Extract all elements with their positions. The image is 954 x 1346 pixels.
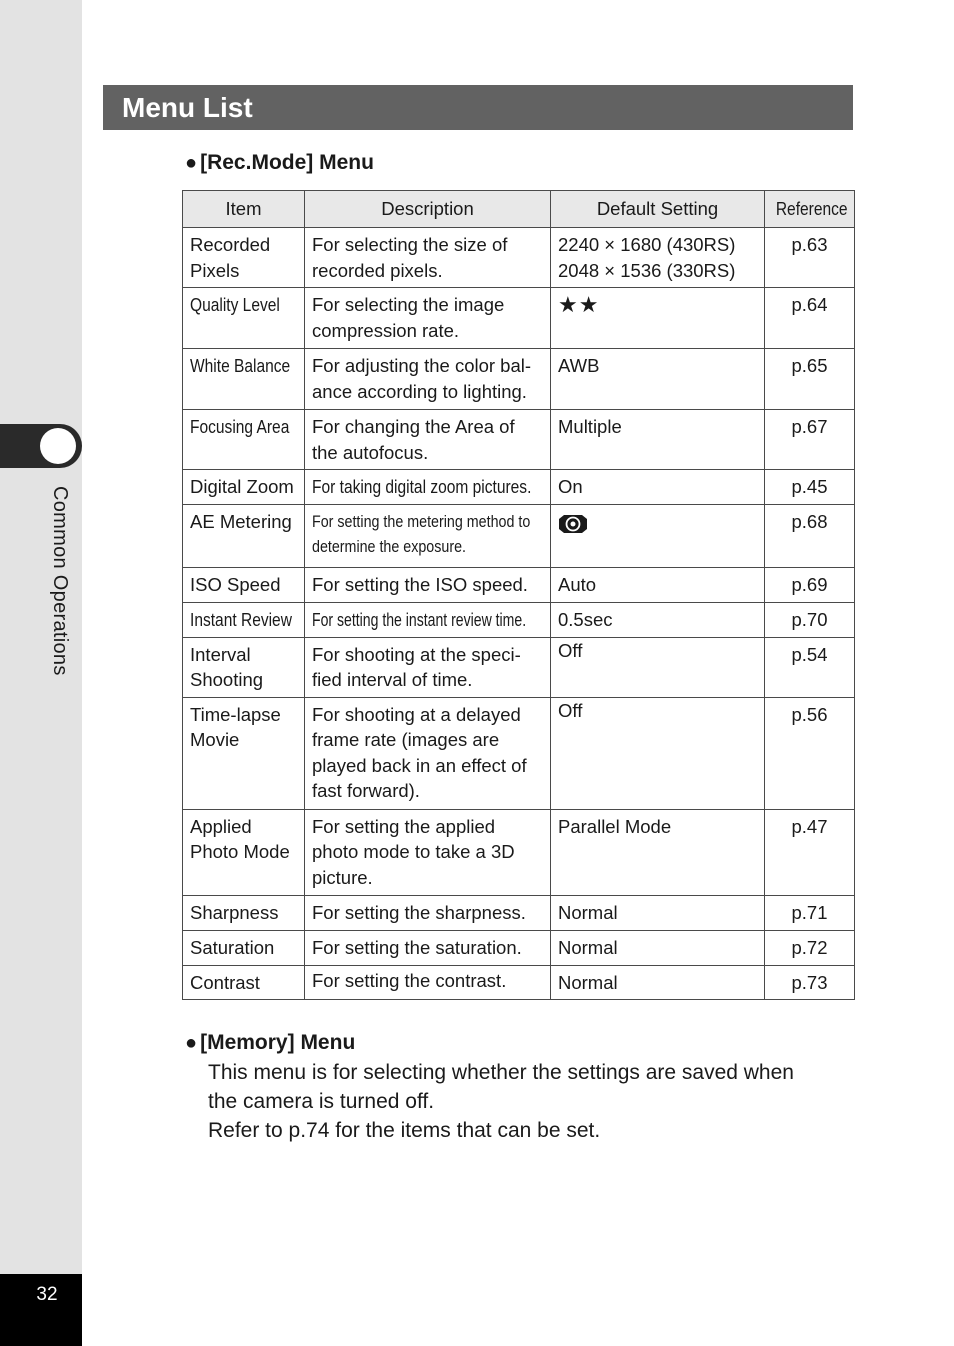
column-header-item: Item [183, 191, 305, 228]
description-cell: For setting the contrast. [305, 965, 551, 1000]
column-header-reference: Reference [765, 191, 855, 228]
reference-cell: p.69 [765, 567, 855, 602]
description-cell: For setting the sharpness. [305, 895, 551, 930]
rec-menu-heading: ● [Rec.Mode] Menu [185, 151, 374, 174]
table-row [183, 228, 855, 288]
table-row [183, 470, 855, 505]
default-cell [551, 504, 765, 567]
bullet-icon: ● [185, 152, 198, 174]
memory-text-line: Refer to p.74 for the items that can be set. [208, 1119, 601, 1142]
stars-icon: ★★ [558, 292, 600, 317]
default-cell: Normal [551, 965, 765, 1000]
reference-cell: p.63 [765, 228, 855, 288]
table-row [183, 567, 855, 602]
item-cell: Interval Shooting [183, 637, 305, 697]
default-cell: Auto [551, 567, 765, 602]
table-row [183, 895, 855, 930]
memory-text-line: the camera is turned off. [208, 1090, 435, 1113]
table-row [183, 349, 855, 410]
description-cell: For setting the metering method to determine the exposure. [305, 504, 551, 567]
multi-segment-metering-icon [558, 514, 588, 534]
default-cell: Parallel Mode [551, 809, 765, 895]
description-cell: For setting the instant review time. [305, 602, 551, 637]
item-cell: White Balance [183, 349, 305, 410]
reference-cell: p.68 [765, 504, 855, 567]
bullet-icon: ● [185, 1032, 198, 1054]
reference-cell: p.73 [765, 965, 855, 1000]
item-cell: Contrast [183, 965, 305, 1000]
column-header-default: Default Setting [551, 191, 765, 228]
reference-cell: p.54 [765, 637, 855, 697]
default-cell [551, 288, 765, 349]
default-cell: Off [551, 637, 765, 697]
reference-cell: p.47 [765, 809, 855, 895]
default-cell: AWB [551, 349, 765, 410]
default-cell: Off [551, 697, 765, 809]
description-cell: For setting the saturation. [305, 930, 551, 965]
memory-text-line: This menu is for selecting whether the settings are saved when [208, 1061, 794, 1084]
default-cell: Normal [551, 930, 765, 965]
reference-cell: p.45 [765, 470, 855, 505]
item-cell: AE Metering [183, 504, 305, 567]
default-cell: 0.5sec [551, 602, 765, 637]
item-cell: ISO Speed [183, 567, 305, 602]
reference-cell: p.67 [765, 410, 855, 470]
default-cell: Normal [551, 895, 765, 930]
reference-cell: p.65 [765, 349, 855, 410]
reference-cell: p.56 [765, 697, 855, 809]
item-cell: Recorded Pixels [183, 228, 305, 288]
table-row [183, 697, 855, 809]
table-row [183, 965, 855, 1000]
table-row [183, 410, 855, 470]
column-header-description: Description [305, 191, 551, 228]
description-cell: For selecting the size of recorded pixels. [305, 228, 551, 288]
table-row [183, 637, 855, 697]
description-cell: For changing the Area of the autofocus. [305, 410, 551, 470]
memory-menu-heading: ● [Memory] Menu [185, 1031, 356, 1054]
item-cell: Digital Zoom [183, 470, 305, 505]
table-row [183, 930, 855, 965]
description-cell: For shooting at the speci-fied interval of time. [305, 637, 551, 697]
item-cell: Sharpness [183, 895, 305, 930]
item-cell: Instant Review [183, 602, 305, 637]
section-label: Common Operations [49, 486, 71, 676]
description-cell: For setting the ISO speed. [305, 567, 551, 602]
description-cell: For shooting at a delayed frame rate (images are played back in an effect of fast forward). [305, 697, 551, 809]
table-row [183, 504, 855, 567]
page-title: Menu List [122, 92, 253, 123]
table-row [183, 602, 855, 637]
item-cell: Quality Level [183, 288, 305, 349]
memory-menu-description [208, 1058, 848, 1145]
table-row [183, 288, 855, 349]
description-cell: For taking digital zoom pictures. [305, 470, 551, 505]
reference-cell: p.72 [765, 930, 855, 965]
title-bar [103, 85, 853, 130]
default-cell: On [551, 470, 765, 505]
description-cell: For setting the applied photo mode to take a 3D picture. [305, 809, 551, 895]
default-cell: 2240 × 1680 (430RS) 2048 × 1536 (330RS) [551, 228, 765, 288]
reference-cell: p.64 [765, 288, 855, 349]
item-cell: Time-lapse Movie [183, 697, 305, 809]
reference-cell: p.71 [765, 895, 855, 930]
section-tab-circle [40, 428, 76, 464]
item-cell: Applied Photo Mode [183, 809, 305, 895]
table-row [183, 809, 855, 895]
item-cell: Focusing Area [183, 410, 305, 470]
description-cell: For selecting the image compression rate. [305, 288, 551, 349]
description-cell: For adjusting the color bal-ance according to lighting. [305, 349, 551, 410]
reference-cell: p.70 [765, 602, 855, 637]
page-number: 32 [36, 1284, 58, 1305]
default-cell: Multiple [551, 410, 765, 470]
rec-menu-table [182, 190, 855, 1000]
item-cell: Saturation [183, 930, 305, 965]
table-header-row [183, 191, 855, 228]
